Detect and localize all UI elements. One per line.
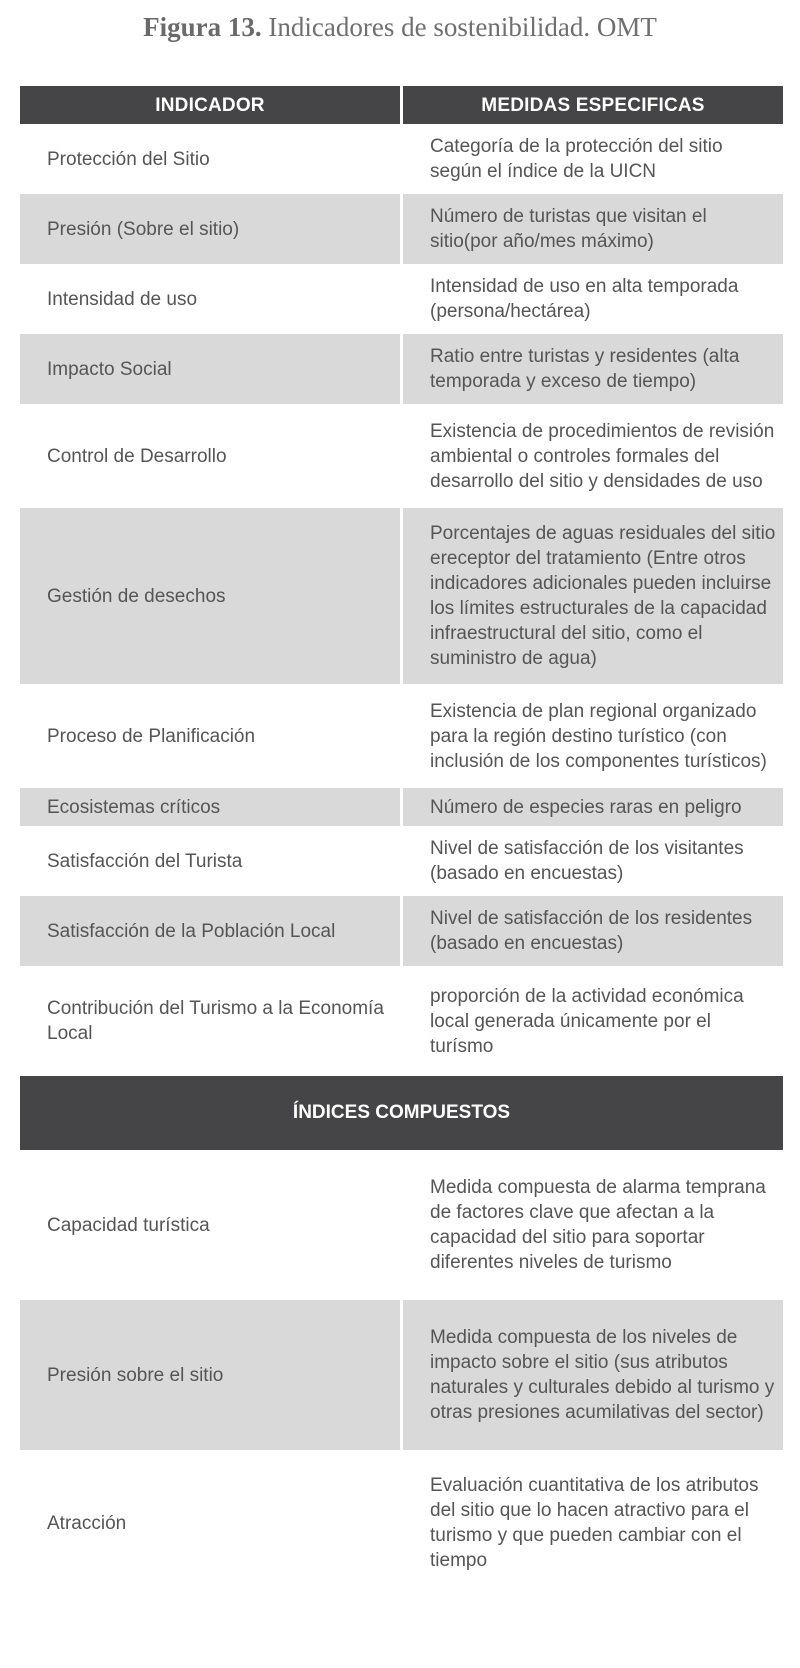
indicator-cell: Presión sobre el sitio (47, 1364, 224, 1386)
measure-cell: Evaluación cuantitativa de los atributos del sitio que lo hacen atractivo para el turismo y que pueden cambiar con el tiempo (400, 1450, 783, 1596)
table-row (20, 1150, 783, 1300)
indicator-cell: Protección del Sitio (47, 148, 210, 170)
table-row (20, 264, 783, 334)
measure-cell: Medida compuesta de alarma temprana de factores clave que afectan a la capacidad del sitio para soportar diferentes niveles de turismo (400, 1150, 783, 1300)
composite-indices-header: ÍNDICES COMPUESTOS (20, 1076, 783, 1150)
measure-cell: Existencia de plan regional organizado para la región destino turístico (con inclusión de los componentes turísticos) (400, 684, 783, 788)
table-row (20, 788, 783, 826)
measure-cell: Existencia de procedimientos de revisión ambiental o controles formales del desarrollo del sitio y densidades de uso (400, 404, 783, 508)
figure-number: Figura 13. (143, 12, 262, 42)
indicator-cell: Presión (Sobre el sitio) (47, 218, 240, 240)
measure-cell: Número de especies raras en peligro (400, 788, 783, 826)
measure-cell: Categoría de la protección del sitio según el índice de la UICN (400, 124, 783, 194)
table-row (20, 826, 783, 896)
table-row (20, 966, 783, 1076)
header-measures: MEDIDAS ESPECIFICAS (400, 86, 783, 124)
indicator-cell: Proceso de Planificación (47, 725, 256, 747)
measure-cell: proporción de la actividad económica local generada únicamente por el turísmo (400, 966, 783, 1076)
indicator-cell: Capacidad turística (47, 1214, 210, 1236)
figure-caption: Indicadores de sostenibilidad. OMT (268, 12, 657, 42)
measure-cell: Nivel de satisfacción de los residentes (basado en encuestas) (400, 896, 783, 966)
measure-cell: Porcentajes de aguas residuales del sitio ereceptor del tratamiento (Entre otros indicadores adicionales pueden incluirse los límites estructurales de la capacidad infraestructural del sitio, como el suministro de agua) (400, 508, 783, 684)
table-row (20, 334, 783, 404)
indicator-cell: Satisfacción del Turista (47, 850, 243, 872)
indicator-cell: Impacto Social (47, 358, 172, 380)
measure-cell: Nivel de satisfacción de los visitantes (basado en encuestas) (400, 826, 783, 896)
measure-cell: Medida compuesta de los niveles de impacto sobre el sitio (sus atributos naturales y culturales debido al turismo y otras presiones acumilativas del sector) (400, 1300, 783, 1450)
figure-title (0, 12, 800, 43)
measure-cell: Número de turistas que visitan el sitio(por año/mes máximo) (400, 194, 783, 264)
table-row (20, 1450, 783, 1596)
table-header (20, 86, 783, 124)
measure-cell: Intensidad de uso en alta temporada (persona/hectárea) (400, 264, 783, 334)
header-indicator: INDICADOR (155, 94, 265, 116)
indicator-cell: Intensidad de uso (47, 288, 198, 310)
indicator-cell: Ecosistemas críticos (47, 796, 221, 818)
measure-cell: Ratio entre turistas y residentes (alta temporada y exceso de tiempo) (400, 334, 783, 404)
indicator-cell: Contribución del Turismo a la Economía Local (47, 998, 384, 1044)
table-row (20, 896, 783, 966)
table-row (20, 1300, 783, 1450)
table-row (20, 124, 783, 194)
indicator-cell: Satisfacción de la Población Local (47, 920, 336, 942)
table-row (20, 194, 783, 264)
table-row (20, 684, 783, 788)
table-row (20, 508, 783, 684)
table-row (20, 404, 783, 508)
indicator-cell: Gestión de desechos (47, 585, 226, 607)
indicator-cell: Atracción (47, 1512, 127, 1534)
indicator-cell: Control de Desarrollo (47, 445, 227, 467)
indicators-table (20, 86, 783, 1596)
